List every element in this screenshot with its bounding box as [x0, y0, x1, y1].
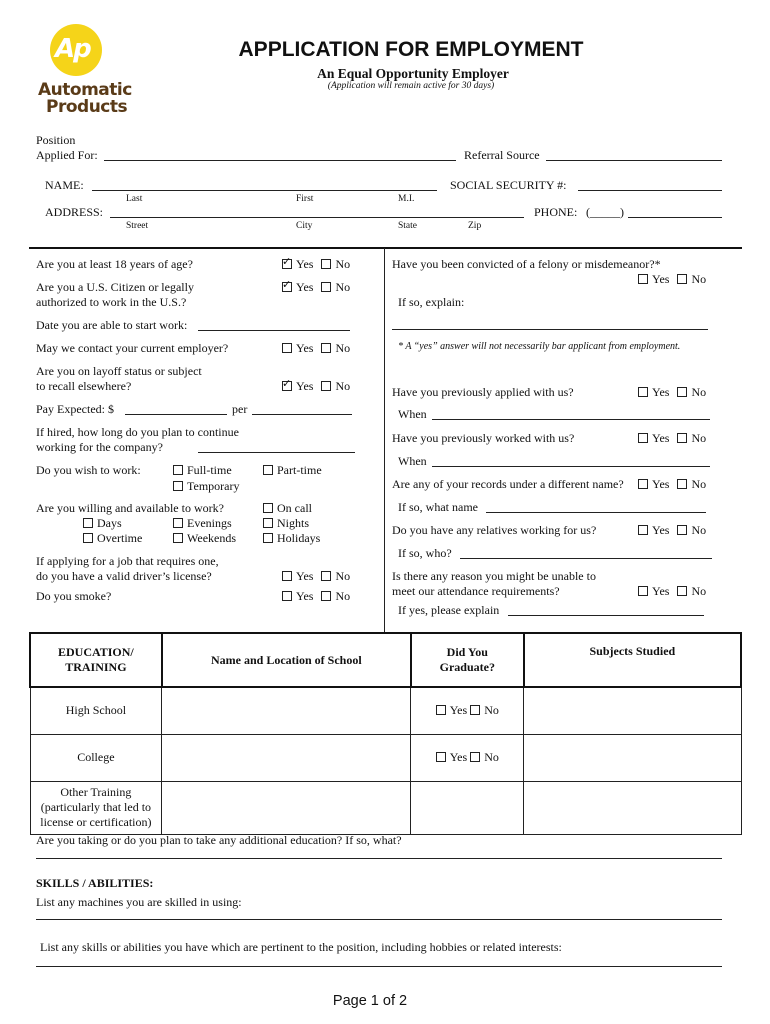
q-felony: Have you been convicted of a felony or misdemeanor?* — [392, 257, 661, 271]
q-age-yes-checkbox[interactable] — [282, 259, 292, 269]
q-applied-yes-checkbox[interactable] — [638, 387, 648, 397]
felony-explain-label: If so, explain: — [398, 295, 465, 309]
q-pay-expected: Pay Expected: $ — [36, 402, 114, 416]
q-applied-options: Yes No — [638, 385, 706, 400]
applied-when-label: When — [398, 407, 427, 421]
high-school-subjects-cell[interactable] — [524, 687, 741, 734]
college-subjects-cell[interactable] — [524, 734, 741, 781]
other-training-subjects-cell[interactable] — [524, 781, 741, 834]
skills-heading: SKILLS / ABILITIES: — [36, 876, 154, 890]
position-input-line[interactable] — [104, 160, 456, 161]
q-layoff-line2: to recall elsewhere? — [36, 379, 132, 393]
what-name-label: If so, what name — [398, 500, 478, 514]
pay-per-label: per — [232, 402, 248, 416]
table-row — [30, 781, 741, 834]
q-license-no-checkbox[interactable] — [321, 571, 331, 581]
opt-overtime: Overtime — [83, 531, 142, 546]
q-worked-yes-checkbox[interactable] — [638, 433, 648, 443]
opt-days: Days — [83, 516, 122, 531]
worked-when-input-line[interactable] — [432, 466, 710, 467]
page-title: APPLICATION FOR EMPLOYMENT — [238, 38, 584, 61]
page-number: Page 1 of 2 — [332, 993, 408, 1009]
what-name-input-line[interactable] — [486, 512, 706, 513]
q-citizen-yes-checkbox[interactable] — [282, 282, 292, 292]
q-how-long-line2: working for the company? — [36, 440, 163, 454]
q-different-name: Are any of your records under a different name? — [392, 477, 624, 491]
q-how-long-line1: If hired, how long do you plan to continue — [36, 425, 239, 439]
q-layoff-options: ✓ Yes No — [282, 379, 350, 394]
opt-parttime: Part-time — [263, 463, 322, 478]
q-smoke-no-checkbox[interactable] — [321, 591, 331, 601]
college-name-cell[interactable] — [162, 734, 411, 781]
q-worked-before: Have you previously worked with us? — [392, 431, 575, 445]
felony-footnote: * A “yes” answer will not necessarily bar applicant from employment. — [398, 341, 681, 352]
education-table — [29, 632, 742, 835]
fulltime-checkbox[interactable] — [173, 465, 183, 475]
row-label-college: College — [30, 734, 162, 781]
name-sub-last: Last — [126, 194, 143, 204]
q-records-options: Yes No — [638, 477, 706, 492]
q-relatives: Do you have any relatives working for us? — [392, 523, 597, 537]
q-age-no-checkbox[interactable] — [321, 259, 331, 269]
other-training-graduated-cell[interactable] — [411, 781, 524, 834]
pay-input-line[interactable] — [125, 414, 227, 415]
q-smoke-yes-checkbox[interactable] — [282, 591, 292, 601]
ssn-input-line[interactable] — [578, 190, 722, 191]
address-sub-street: Street — [126, 221, 149, 231]
overtime-checkbox[interactable] — [83, 533, 93, 543]
opt-holidays: Holidays — [263, 531, 320, 546]
referral-input-line[interactable] — [546, 160, 722, 161]
attendance-explain-label: If yes, please explain — [398, 603, 500, 617]
machines-input-line[interactable] — [36, 919, 722, 920]
header-education-training: EDUCATION/ TRAINING — [30, 633, 162, 687]
q-machines: List any machines you are skilled in using: — [36, 895, 242, 909]
logo-word-automatic: Automatic — [38, 80, 132, 100]
who-label: If so, who? — [398, 546, 452, 560]
opt-evenings: Evenings — [173, 516, 232, 531]
address-sub-zip: Zip — [468, 221, 482, 231]
temporary-checkbox[interactable] — [173, 481, 183, 491]
opt-weekends: Weekends — [173, 531, 236, 546]
college-graduated-cell: Yes No — [411, 734, 524, 781]
pay-per-input-line[interactable] — [252, 414, 352, 415]
q-license-line1: If applying for a job that requires one, — [36, 554, 219, 568]
applied-for-label: Applied For: — [36, 148, 98, 162]
q-layoff-yes-checkbox[interactable] — [282, 381, 292, 391]
high-school-name-cell[interactable] — [162, 687, 411, 734]
opt-temporary: Temporary — [173, 479, 239, 494]
q-felony-options: Yes No — [638, 272, 706, 287]
q-age: Are you at least 18 years of age? — [36, 257, 193, 271]
q-smoke: Do you smoke? — [36, 589, 112, 603]
q-worked-no-checkbox[interactable] — [677, 433, 687, 443]
active-note: (Application will remain active for 30 days) — [327, 81, 495, 91]
q-contact-employer: May we contact your current employer? — [36, 341, 229, 355]
q-citizen-line1: Are you a U.S. Citizen or legally — [36, 280, 194, 294]
logo-mark: Ap — [55, 34, 90, 64]
page-subtitle: An Equal Opportunity Employer — [317, 66, 509, 81]
q-attendance-no-checkbox[interactable] — [677, 586, 687, 596]
q-records-yes-checkbox[interactable] — [638, 479, 648, 489]
address-input-line[interactable] — [110, 217, 524, 218]
worked-when-label: When — [398, 454, 427, 468]
oncall-checkbox[interactable] — [263, 503, 273, 513]
q-relatives-no-checkbox[interactable] — [677, 525, 687, 535]
q-relatives-options: Yes No — [638, 523, 706, 538]
ssn-label: SOCIAL SECURITY #: — [450, 178, 567, 192]
address-sub-city: City — [296, 221, 313, 231]
row-label-other-training: Other Training (particularly that led to license or certification) — [30, 781, 162, 834]
how-long-input-line[interactable] — [198, 452, 355, 453]
q-citizen-options: ✓Yes No — [282, 280, 350, 295]
q-additional-education: Are you taking or do you plan to take any additional education? If so, what? — [36, 833, 402, 847]
q-license-line2: do you have a valid driver’s license? — [36, 569, 212, 583]
parttime-checkbox[interactable] — [263, 465, 273, 475]
opt-oncall: On call — [263, 501, 312, 516]
q-skills: List any skills or abilities you have which are pertinent to the position, including hobbies or related interests: — [40, 940, 562, 954]
hs-graduated-no-checkbox[interactable] — [470, 705, 480, 715]
phone-area-code[interactable]: (_____) — [586, 205, 624, 219]
q-attendance-line1: Is there any reason you might be unable to — [392, 569, 596, 583]
q-layoff-line1: Are you on layoff status or subject — [36, 364, 202, 378]
days-checkbox[interactable] — [83, 518, 93, 528]
weekends-checkbox[interactable] — [173, 533, 183, 543]
q-attendance-line2: meet our attendance requirements? — [392, 584, 560, 598]
opt-nights: Nights — [263, 516, 309, 531]
section-divider — [29, 247, 742, 249]
nights-checkbox[interactable] — [263, 518, 273, 528]
q-citizen-line2: authorized to work in the U.S.? — [36, 295, 187, 309]
q-felony-yes-checkbox[interactable] — [638, 274, 648, 284]
q-license-yes-checkbox[interactable] — [282, 571, 292, 581]
row-label-high-school: High School — [30, 687, 162, 734]
name-label: NAME: — [45, 178, 84, 192]
q-layoff-no-checkbox[interactable] — [321, 381, 331, 391]
logo-word-products: Products — [46, 97, 128, 117]
felony-explain-input-line[interactable] — [392, 329, 708, 330]
column-divider — [384, 248, 385, 632]
table-row — [30, 734, 741, 781]
name-sub-mi: M.I. — [398, 194, 415, 204]
q-attendance-yes-checkbox[interactable] — [638, 586, 648, 596]
start-date-input-line[interactable] — [198, 330, 350, 331]
q-attendance-options: Yes No — [638, 584, 706, 599]
header-school-name-location: Name and Location of School — [162, 633, 411, 687]
opt-fulltime: Full-time — [173, 463, 232, 478]
address-label: ADDRESS: — [45, 205, 104, 219]
table-row — [30, 687, 741, 734]
name-input-line[interactable] — [92, 190, 437, 191]
additional-education-input-line[interactable] — [36, 858, 722, 859]
college-graduated-yes-checkbox[interactable] — [436, 752, 446, 762]
position-label: Position — [36, 133, 76, 147]
hs-graduated-yes-checkbox[interactable] — [436, 705, 446, 715]
q-contact-yes-checkbox[interactable] — [282, 343, 292, 353]
q-availability: Are you willing and available to work? — [36, 501, 224, 515]
evenings-checkbox[interactable] — [173, 518, 183, 528]
referral-source-label: Referral Source — [464, 148, 540, 162]
phone-input-line[interactable] — [628, 217, 722, 218]
skills-input-line[interactable] — [36, 966, 722, 967]
college-graduated-no-checkbox[interactable] — [470, 752, 480, 762]
q-license-options: Yes No — [282, 569, 350, 584]
who-input-line[interactable] — [460, 558, 712, 559]
other-training-name-cell[interactable] — [162, 781, 411, 834]
q-age-options: ✓ Yes No — [282, 257, 350, 272]
q-contact-options: Yes No — [282, 341, 350, 356]
header-graduated: Did You Graduate? — [411, 633, 524, 687]
q-felony-no-checkbox[interactable] — [677, 274, 687, 284]
q-smoke-options: Yes No — [282, 589, 350, 604]
q-relatives-yes-checkbox[interactable] — [638, 525, 648, 535]
education-header-row — [30, 633, 741, 687]
q-start-date: Date you are able to start work: — [36, 318, 188, 332]
address-sub-state: State — [398, 221, 417, 231]
applied-when-input-line[interactable] — [432, 419, 710, 420]
attendance-explain-input-line[interactable] — [508, 615, 704, 616]
q-wish-to-work: Do you wish to work: — [36, 463, 141, 477]
header-subjects-studied: Subjects Studied — [524, 633, 741, 687]
q-contact-no-checkbox[interactable] — [321, 343, 331, 353]
phone-label: PHONE: — [534, 205, 578, 219]
q-records-no-checkbox[interactable] — [677, 479, 687, 489]
q-applied-no-checkbox[interactable] — [677, 387, 687, 397]
high-school-graduated-cell: Yes No — [411, 687, 524, 734]
q-applied-before: Have you previously applied with us? — [392, 385, 574, 399]
holidays-checkbox[interactable] — [263, 533, 273, 543]
name-sub-first: First — [296, 194, 314, 204]
q-worked-options: Yes No — [638, 431, 706, 446]
q-citizen-no-checkbox[interactable] — [321, 282, 331, 292]
